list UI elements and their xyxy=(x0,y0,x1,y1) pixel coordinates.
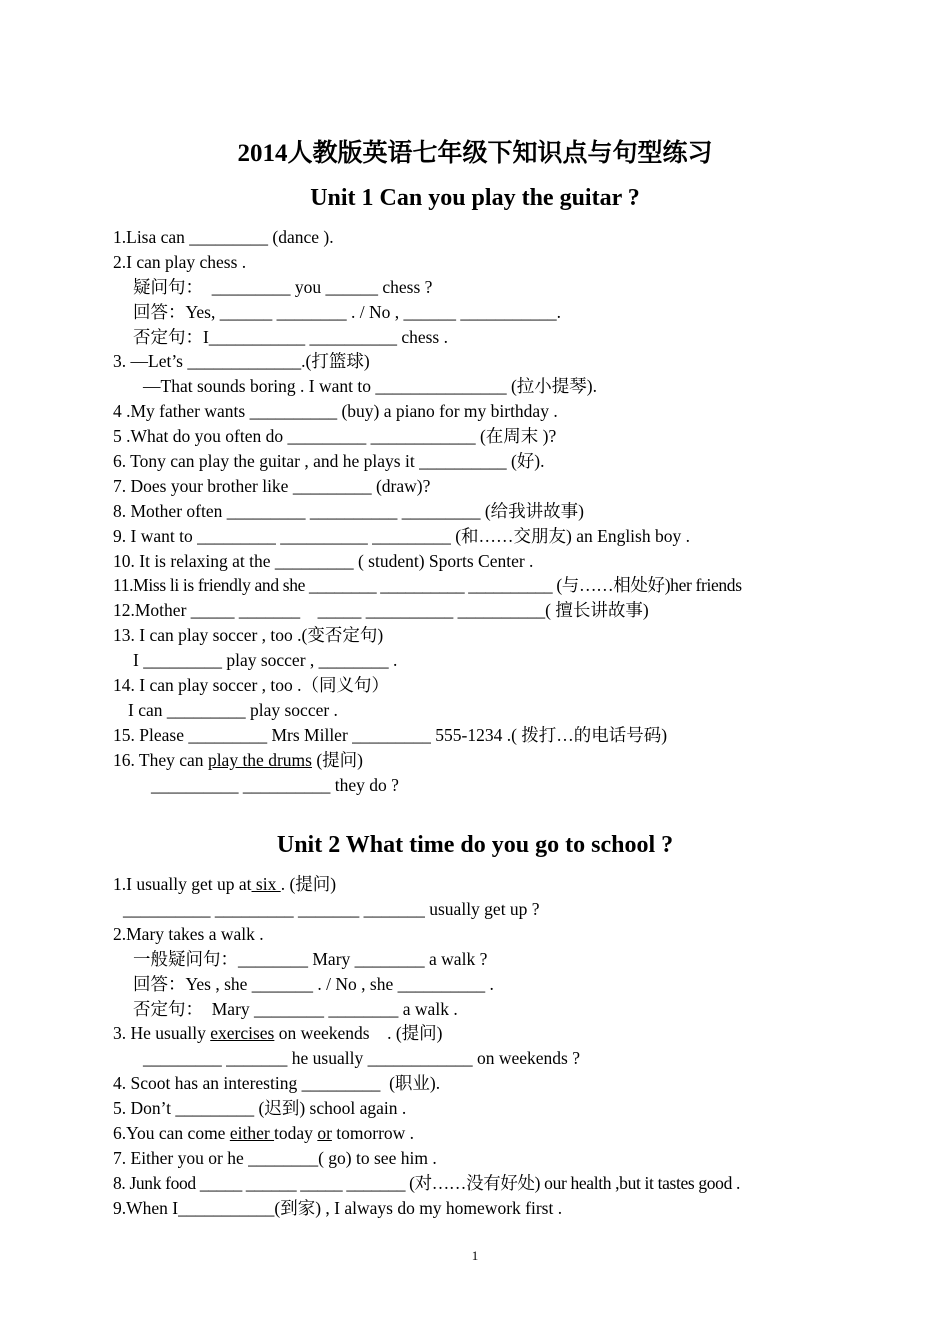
unit1-line: 4 .My father wants __________ (buy) a piano for my birthday . xyxy=(113,401,558,421)
document-title: 2014人教版英语七年级下知识点与句型练习 xyxy=(237,140,713,167)
q16-underlined: play the drums xyxy=(207,750,312,770)
unit1-line: 14. I can play soccer , too .（同义句） xyxy=(113,675,390,695)
unit1-line: I can _________ play soccer . xyxy=(128,700,338,720)
q16-suffix: (提问) xyxy=(311,750,363,770)
q3-underlined: exercises xyxy=(210,1023,275,1043)
unit2-q1 xyxy=(113,873,336,895)
q6-prefix: 6.You can come xyxy=(113,1123,230,1143)
unit1-line: 7. Does your brother like _________ (draw)? xyxy=(113,476,431,496)
q3-suffix: on weekends . (提问) xyxy=(274,1023,443,1043)
q16-prefix: 16. They can xyxy=(113,750,208,770)
unit2-line: 5. Don’t _________ (迟到) school again . xyxy=(113,1098,407,1118)
unit1-title: Unit 1 Can you play the guitar ? xyxy=(310,185,640,211)
unit2-q3 xyxy=(113,1022,443,1044)
unit2-line: 8. Junk food _____ ______ _____ _______ (对……没有好处) our health ,but it tastes good . xyxy=(113,1173,741,1193)
unit2-title: Unit 2 What time do you go to school ? xyxy=(276,832,674,858)
unit1-line: 否定句：I___________ __________ chess . xyxy=(133,327,448,347)
unit2-line: 2.Mary takes a walk . xyxy=(113,924,264,944)
unit2-line: 回答：Yes , she _______ . / No , she __________ . xyxy=(133,974,494,994)
unit2-line: 4. Scoot has an interesting _________ (职业). xyxy=(113,1073,441,1093)
unit1-line: —That sounds boring . I want to _______________ (拉小提琴). xyxy=(143,376,597,396)
unit1-line: I _________ play soccer , ________ . xyxy=(133,650,398,670)
unit1-q16 xyxy=(113,749,363,771)
unit1-line: 15. Please _________ Mrs Miller _________ 555-1234 .( 拨打…的电话号码) xyxy=(113,725,668,745)
unit1-line: 10. It is relaxing at the _________ ( student) Sports Center . xyxy=(113,551,534,571)
q3-prefix: 3. He usually xyxy=(113,1023,211,1043)
unit1-line: 回答：Yes, ______ ________ . / No , ______ ___________. xyxy=(133,302,561,322)
q6-or: or xyxy=(317,1123,332,1143)
unit1-line: 疑问句： _________ you ______ chess ? xyxy=(133,277,433,297)
unit2-q1-answer: __________ _________ _______ _______ usually get up ? xyxy=(123,899,540,919)
unit1-line: 8. Mother often _________ __________ _________ (给我讲故事) xyxy=(113,501,585,521)
unit1-line: 5 .What do you often do _________ ____________ (在周末 )? xyxy=(113,426,557,446)
unit1-line: 9. I want to _________ __________ _________ (和……交朋友) an English boy . xyxy=(113,526,690,546)
unit1-q16-answer: __________ __________ they do ? xyxy=(151,775,399,795)
page-number: 1 xyxy=(471,1248,479,1263)
unit2-line: 一般疑问句：________ Mary ________ a walk ? xyxy=(133,949,488,969)
unit1-line: 6. Tony can play the guitar , and he plays it __________ (好). xyxy=(113,451,545,471)
q6-suffix: tomorrow . xyxy=(331,1123,415,1143)
q6-either: either xyxy=(229,1123,275,1143)
q6-mid: today xyxy=(274,1123,318,1143)
unit2-line: 7. Either you or he ________( go) to see him . xyxy=(113,1148,437,1168)
unit1-line: 3. —Let’s _____________.(打篮球) xyxy=(113,351,370,371)
unit1-line: 12.Mother _____ _______ _____ __________ __________( 擅长讲故事) xyxy=(113,600,649,620)
q1-prefix: 1.I usually get up at xyxy=(113,874,252,894)
unit1-line: 2.I can play chess . xyxy=(113,252,247,272)
unit2-q3-answer: _________ _______ he usually ____________ on weekends ? xyxy=(143,1048,580,1068)
q1-suffix: . (提问) xyxy=(280,874,337,894)
q1-underlined: six xyxy=(251,874,281,894)
unit1-line: 1.Lisa can _________ (dance ). xyxy=(113,227,334,247)
unit1-line: 13. I can play soccer , too .(变否定句) xyxy=(113,625,384,645)
unit2-line: 否定句： Mary ________ ________ a walk . xyxy=(133,999,458,1019)
unit2-q6 xyxy=(113,1122,414,1144)
unit1-line: 11.Miss li is friendly and she ________ __________ __________ (与……相处好)her friends xyxy=(113,575,742,595)
unit2-line: 9.When I___________(到家) , I always do my homework first . xyxy=(113,1198,563,1218)
